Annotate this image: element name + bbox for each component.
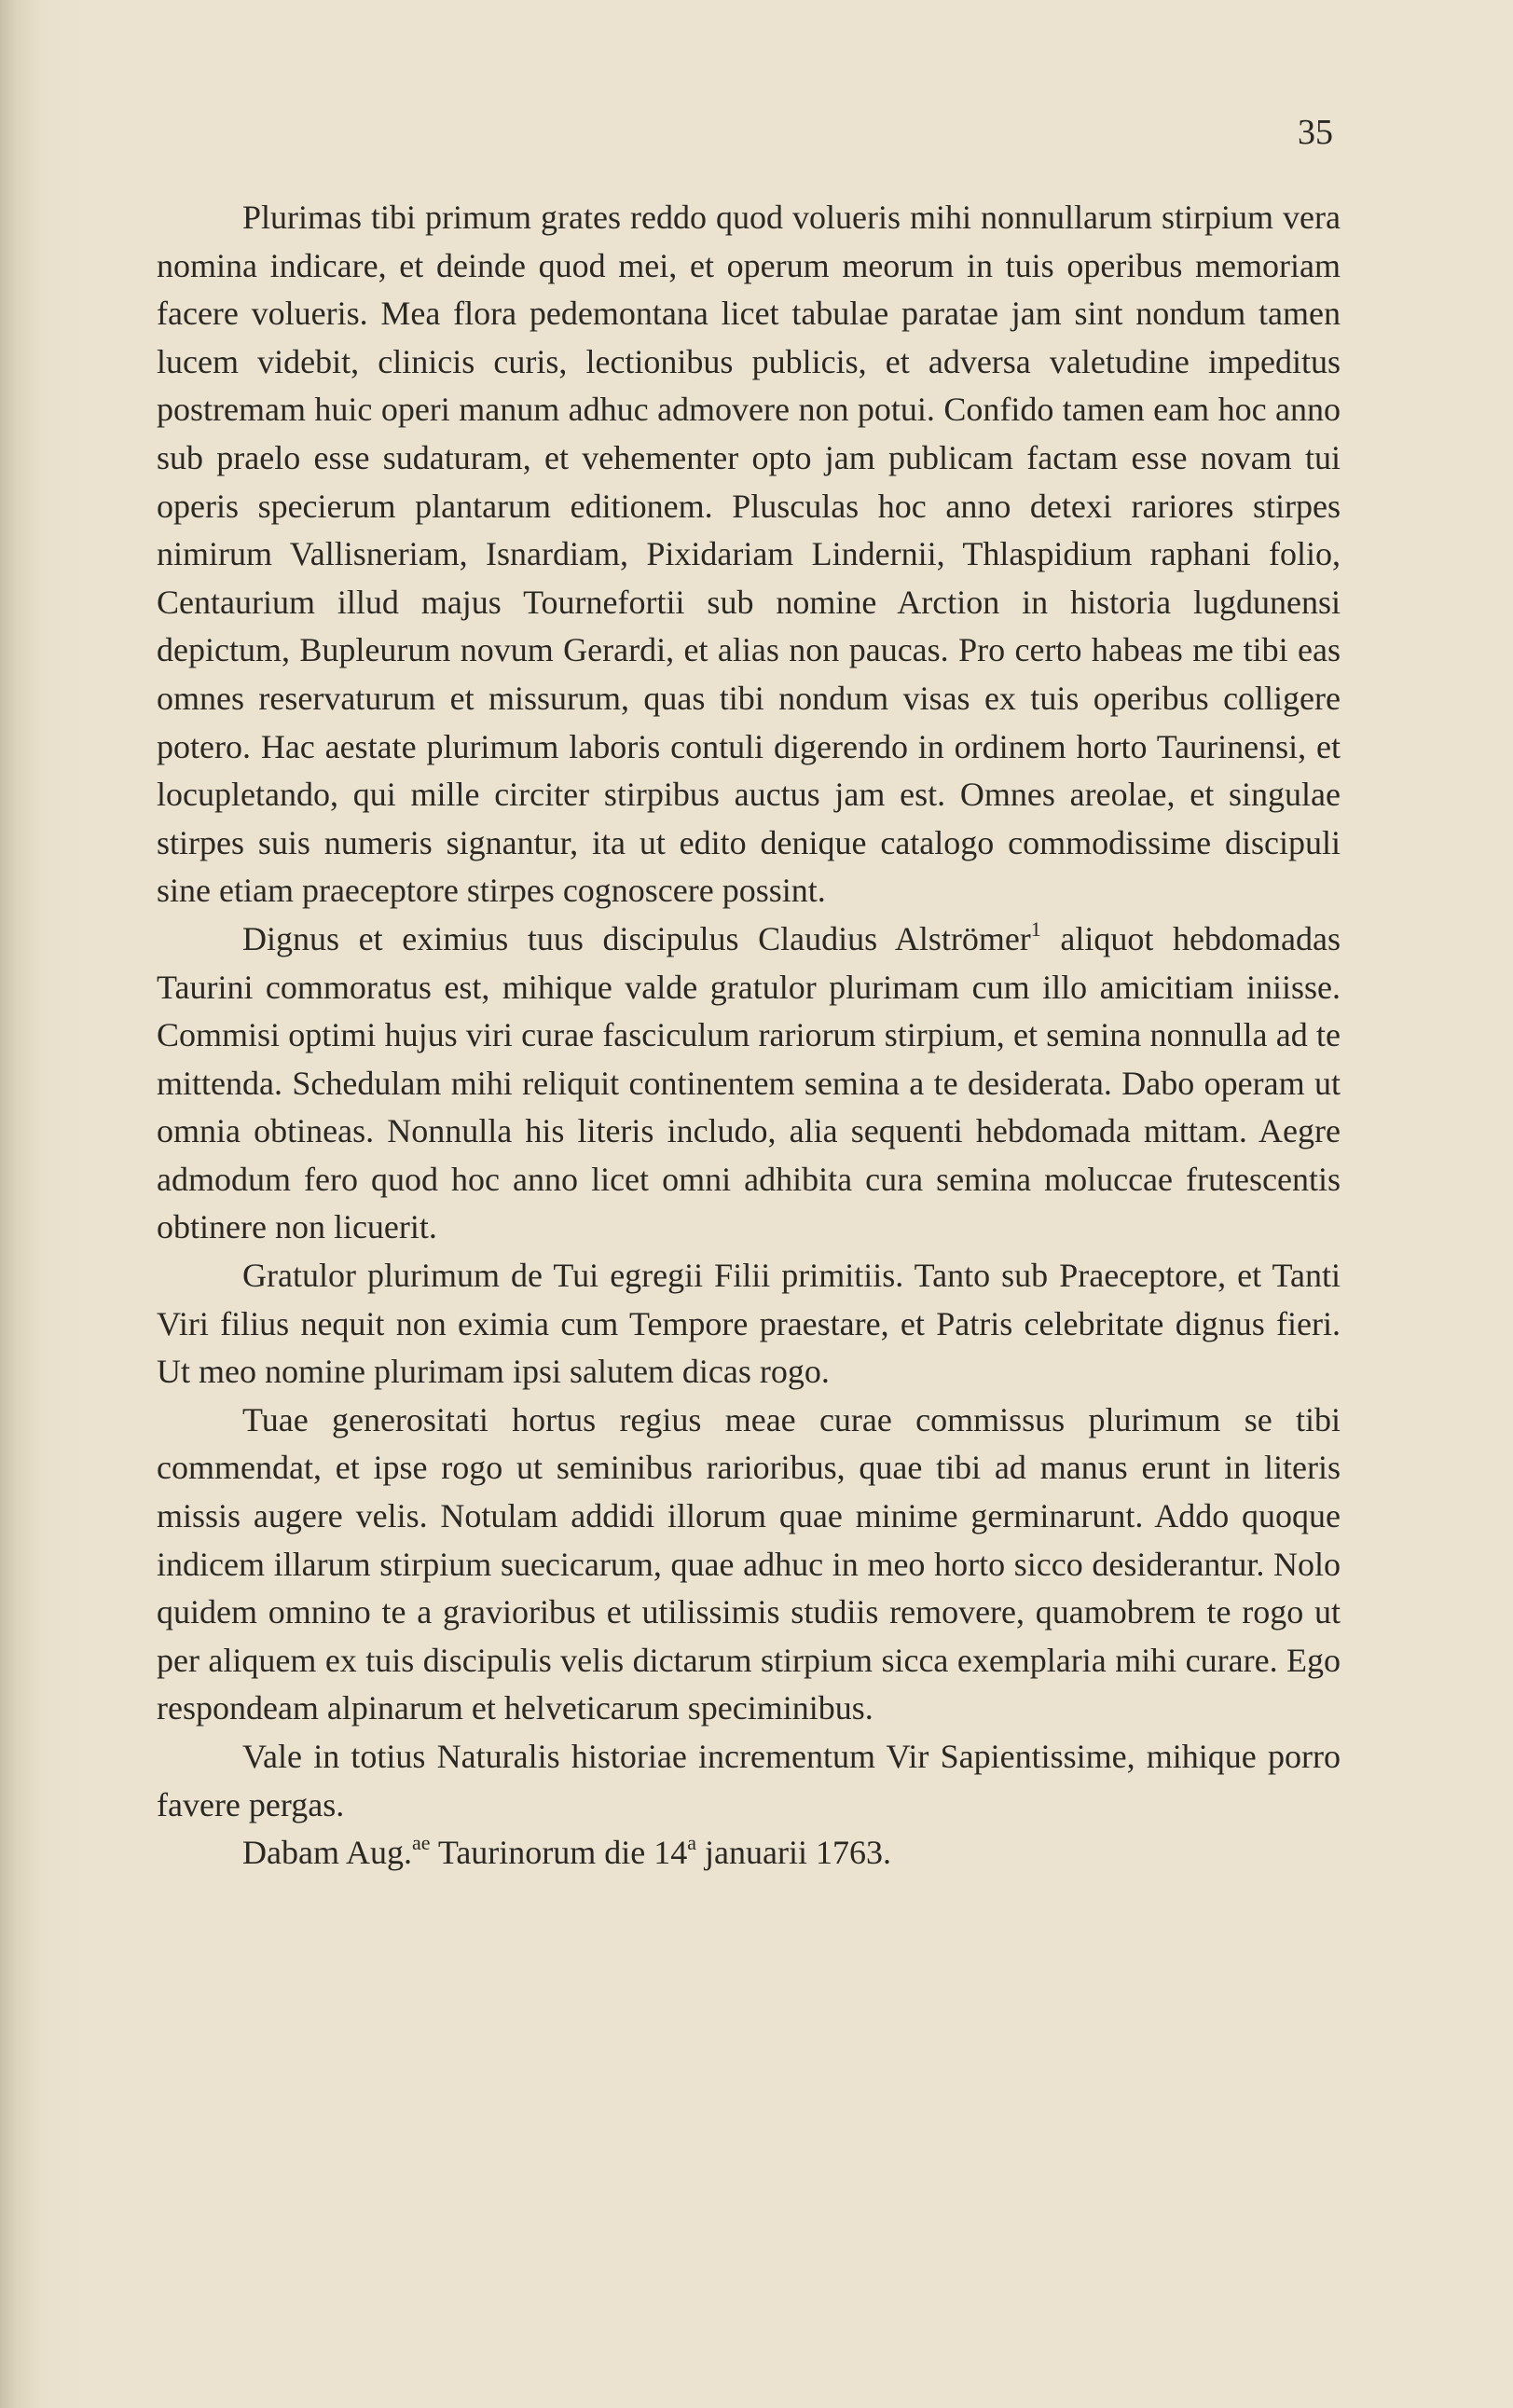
dateline-part-2: Taurinorum die 14 [430, 1834, 688, 1872]
paragraph-2-text-end: aliquot hebdomadas Taurini commoratus est, mihique valde gratulor plurimam cum illo amicitiam iniisse. Commisi optimi hujus viri curae fasciculum rariorum stirpium, et semina nonnulla ad te mittenda. Schedulam mihi reliquit continentem semina a te desiderata. Dabo operam ut omnia obtineas. Nonnulla his literis includo, alia sequenti hebdomada mittam. Aegre admodum fero quod hoc anno licet omni adhibita cura semina moluccae frutescentis obtinere non licuerit. [157, 919, 1341, 1246]
dateline-part-1: Dabam Aug. [242, 1834, 412, 1872]
paragraph-3: Gratulor plurimum de Tui egregii Filii primitiis. Tanto sub Praeceptore, et Tanti Viri filius nequit non eximia cum Tempore praestare, et Patris celebritate dignus fieri. Ut meo nomine plurimam ipsi salutem dicas rogo. [157, 1257, 1341, 1391]
dateline [157, 1829, 1341, 1878]
dateline-superscript-2: a [687, 1831, 697, 1855]
dateline-superscript-1: ae [411, 1831, 431, 1855]
paragraph-1: Plurimas tibi primum grates reddo quod volueris mihi nonnullarum stirpium vera nomina indicare, et deinde quod mei, et operum meorum in tuis operibus memoriam facere volueris. Mea flora pedemontana licet tabulae paratae jam sint nondum tamen lucem videbit, clinicis curis, lectionibus publicis, et adversa valetudine impeditus postremam huic operi manum adhuc admovere non potui. Confido tamen eam hoc anno sub praelo esse sudaturam, et vehementer opto jam publicam factam esse novam tui operis specierum plantarum editionem. Plusculas hoc anno detexi rariores stirpes nimirum Vallisneriam, Isnardiam, Pixidariam Lindernii, Thlaspidium raphani folio, Centaurium illud majus Tournefortii sub nomine Arction in historia lugdunensi depictum, Bupleurum novum Gerardi, et alias non paucas. Pro certo habeas me tibi eas omnes reservaturum et missurum, quas tibi nondum visas ex tuis operibus colligere potero. Hac aestate plurimum laboris contuli digerendo in ordinem horto Taurinensi, et locupletando, qui mille circiter stirpibus auctus jam est. Omnes areolae, et singulae stirpes suis numeris signantur, ita ut edito denique catalogo commodissime discipuli sine etiam praeceptore stirpes cognoscere possint. [157, 199, 1341, 910]
paragraph-2 [157, 915, 1341, 1252]
paragraph-2-text-start: Dignus et eximius tuus discipulus Claudius Alströmer [242, 919, 1031, 957]
paragraph-5: Vale in totius Naturalis historiae incrementum Vir Sapientissime, mihique porro favere pergas. [157, 1738, 1341, 1823]
paragraph-4: Tuae generositati hortus regius meae curae commissus plurimum se tibi commendat, et ipse rogo ut seminibus rarioribus, quae tibi ad manus erunt in literis missis augere velis. Notulam addidi illorum quae minime germinarunt. Addo quoque indicem illarum stirpium suecicarum, quae adhuc in meo horto sicco desiderantur. Nolo quidem omnino te a gravioribus et utilissimis studiis removere, quamobrem te rogo ut per aliquem ex tuis discipulis velis dictarum stirpium sicca exemplaria mihi curare. Ego respondeam alpinarum et helveticarum speciminibus. [157, 1400, 1341, 1727]
letter-body [157, 194, 1341, 1878]
dateline-part-3: januarii 1763. [696, 1834, 891, 1872]
page-number: 35 [1298, 113, 1333, 152]
footnote-marker: 1 [1030, 916, 1041, 941]
